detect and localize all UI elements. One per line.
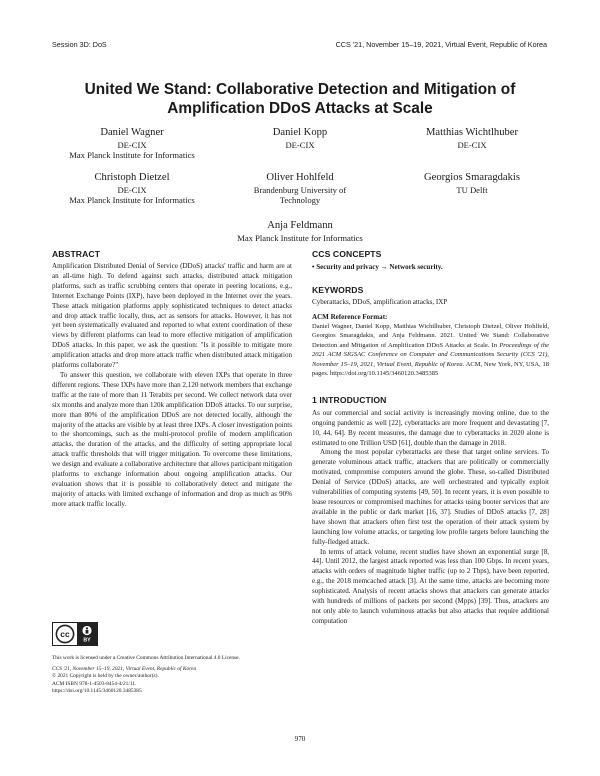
author-affiliation: Technology [279, 194, 321, 205]
license-venue: CCS '21, November 15–19, 2021, Virtual Event, Republic of Korea [52, 666, 197, 673]
license-copyright: © 2021 Copyright is held by the owner/author(s). [52, 673, 159, 680]
author-block [52, 172, 212, 205]
acm-reference-text [312, 322, 549, 379]
author-affiliation: Max Planck Institute for Informatics [69, 149, 195, 160]
author-affiliation: DE-CIX [285, 139, 315, 150]
license-doi-link[interactable]: https://doi.org/10.1145/3460120.3485385 [52, 687, 142, 694]
keywords-text: Cyberattacks, DDoS, amplification attacks, IXP [312, 297, 448, 306]
author-name: Christoph Dietzel [94, 172, 170, 183]
cc-license-logo [52, 622, 98, 646]
title-line-2: Amplification DDoS Attacks at Scale [167, 100, 433, 117]
introduction-paragraph: Among the most popular cyberattacks are these that target online services. To generate voluminous attack traffic, attackers that are politically or commercially motivated, compromise computers around the globe. These, so-called Distributed Denial of Service (DDoS) attacks, are well orchestrated and typically exploit vulnerabilities of computing systems [49, 50]. In recent years, it is even possible to lease resources or compromised machines for attacks using booter services that are available in the public or dark market [16, 37]. Studies of DDoS attacks [7, 28] have shown that attackers often first test the operation of their attack system by launching low volume attacks, or targeting low profile targets before launching the fully-fledged attack. [312, 448, 549, 546]
author-name: Oliver Hohlfeld [266, 172, 334, 183]
author-name: Daniel Kopp [272, 127, 328, 138]
author-block [230, 172, 370, 205]
cc-icon [53, 623, 77, 645]
author-affiliation: TU Delft [456, 184, 488, 195]
author-name: Georgios Smaragdakis [423, 172, 521, 183]
author-affiliation: DE-CIX [117, 184, 147, 195]
reference-publisher-doi[interactable]: ACM, New York, NY, USA, 18 pages. https://doi.org/10.1145/3460120.3485385 [312, 360, 549, 378]
author-name: Matthias Wichtlhuber [425, 127, 519, 138]
abstract-paragraph: To answer this question, we collaborate with eleven IXPs that operate in three different regions. These IXPs have more than 2,120 network members that exchange traffic at the rate of more than 11 Terabits per second. We collect network data over six months and analyze more than 120k amplification DDoS attacks. To our surprise, more than 80% of the amplification DDoS are not detected locally, although the majority of the attacks are visible by at least three IXPs. A closer investigation points to the shortcomings, such as the multi-protocol profile of modern amplification attacks, the duration of the attacks, and the difficulty of setting appropriate local attack traffic thresholds that will trigger mitigation. To overcome these limitations, we design and evaluate a collaborative architecture that allows participant mitigation platforms to exchange information about ongoing amplification attacks. Our evaluation shows that it is possible to collaboratively detect and mitigate the majority of attacks with limited exchange of information and drop as much as 90% more attack traffic locally. [52, 370, 292, 508]
running-header-venue: CCS '21, November 15–19, 2021, Virtual Event, Republic of Korea [335, 40, 547, 49]
introduction-paragraph: As our commercial and social activity is increasingly moving online, due to the ongoing pandemic as well [22], cyberattacks are more frequent and devastating [7, 10, 44, 64]. By recent measures, the damage due to cyberattacks in 2020 alone is estimated to one Trillion USD [61], double than the damage in 2018. [312, 408, 549, 447]
author-block [52, 127, 212, 160]
acm-reference-heading: ACM Reference Format: [312, 312, 388, 321]
cc-label: cc [60, 629, 70, 640]
introduction-paragraph: In terms of attack volume, recent studies have shown an exponential surge [8, 44]. Until 2012, the largest attack reported was less than 100 Gbps. In recent years, attacks with orders of magnitude higher traffic (up to 2 Tbps), have been reported, e.g., the 2018 memcached attack [3]. At the same time, attacks are becoming more sophisticated. Analysis of recent attacks shows that attackers can generate attacks with hundreds of millions of packets per second (Mpps) [39]. Thus, attackers are not only able to launch voluminous attacks but also attacks that require additional computation [312, 547, 549, 625]
paper-title [40, 80, 560, 118]
by-attribution-icon [77, 623, 97, 645]
page-number: 970 [294, 735, 306, 743]
ccs-concepts-heading: CCS CONCEPTS [312, 249, 382, 259]
author-name: Anja Feldmann [267, 220, 333, 231]
abstract-section [52, 249, 292, 510]
author-block [200, 220, 400, 243]
author-affiliation: DE-CIX [457, 139, 487, 150]
author-name: Daniel Wagner [100, 127, 164, 138]
author-affiliation: Max Planck Institute for Informatics [69, 194, 195, 205]
author-affiliation: Max Planck Institute for Informatics [237, 232, 363, 243]
author-block [392, 127, 552, 150]
author-affiliation: DE-CIX [117, 139, 147, 150]
license-text: This work is licensed under a Creative Commons Attribution International 4.0 License. [52, 655, 240, 661]
keywords-heading: KEYWORDS [312, 284, 364, 295]
running-header-session: Session 3D: DoS [52, 40, 107, 49]
introduction-heading: 1 INTRODUCTION [312, 394, 387, 405]
right-column [312, 249, 549, 627]
author-affiliation: Brandenburg University of [253, 184, 347, 195]
reference-proceedings: Proceedings of the 2021 ACM SIGSAC Conference on Computer and Communications Security (CCS '21), November 15–19, 2021, Virtual Event, Republic of Korea. [312, 341, 549, 368]
reference-authors-title: Daniel Wagner, Daniel Kopp, Matthias Wichtlhuber, Christoph Dietzel, Oliver Hohlfeld, Georgios Smaragdakis, and Anja Feldmann. 2021. United We Stand: Collaborative Detection and Mitigation of Amplification DDoS Attacks at Scale. In [312, 322, 549, 349]
author-block [392, 172, 552, 195]
ccs-concept-item: • Security and privacy → Network security. [312, 263, 443, 271]
abstract-heading: ABSTRACT [52, 249, 101, 259]
title-line-1: United We Stand: Collaborative Detection and Mitigation of [84, 81, 516, 98]
license-block [52, 655, 292, 695]
author-block [240, 127, 360, 150]
abstract-paragraph: Amplification Distributed Denial of Service (DDoS) attacks' traffic and harm are at an all-time high. To defend against such attacks, distributed attack mitigation platforms, such as traffic scrubbing centers that operate in peering locations, e.g., Internet Exchange Points (IXP), have been deployed in the Internet over the years. These attack mitigation platforms apply sophisticated techniques to detect attacks and drop attack traffic locally, thus, act as sensors for attacks. However, it has not yet been systematically evaluated and reported to what extent coordination of these views by different platforms can lead to more effective mitigation of amplification DDoS attacks. In this paper, we ask the question: "Is it possible to mitigate more amplification attacks and drop more attack traffic when distributed attack mitigation platforms collaborate?" [52, 262, 292, 370]
by-label: BY [83, 637, 91, 644]
license-isbn: ACM ISBN 978-1-4503-8454-4/21/11. [52, 680, 137, 687]
